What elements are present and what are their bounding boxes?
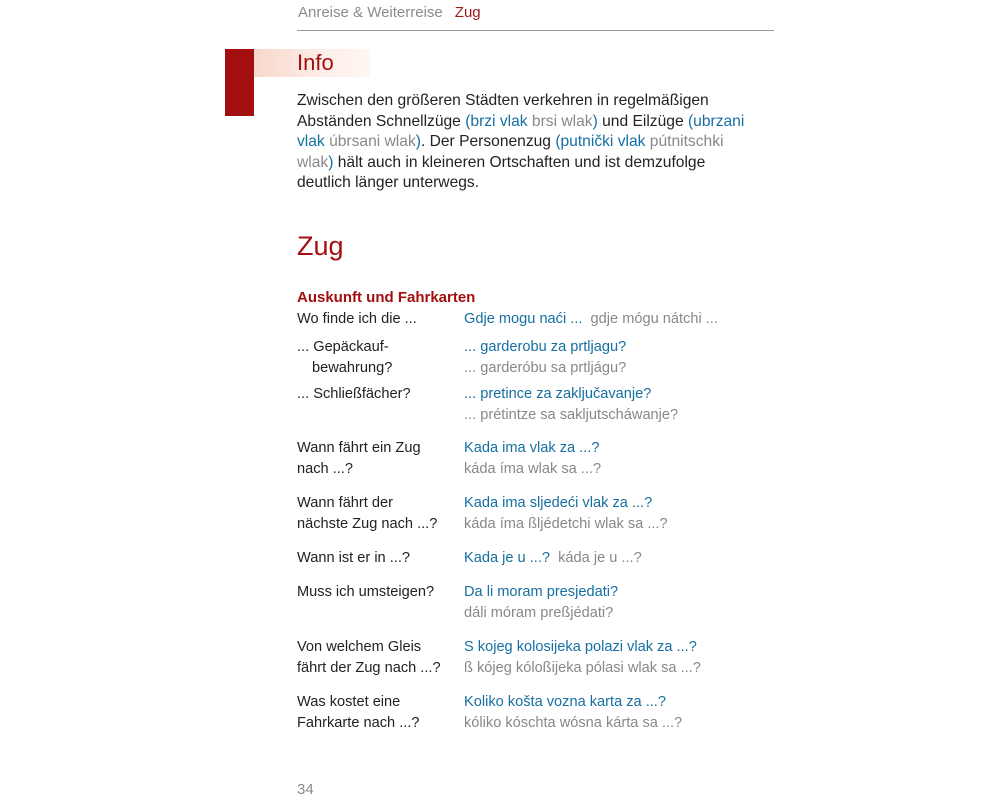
section-title: Zug: [297, 231, 344, 261]
info-pronunciation-1: brsi wlak: [527, 112, 593, 130]
german-line: Fahrkarte nach ...?: [297, 715, 420, 731]
phrase-german: [297, 548, 459, 569]
info-croatian-term-3-end: ): [328, 153, 334, 171]
pronunciation: gdje mógu nátchi ...: [590, 311, 718, 327]
german-line: Von welchem Gleis: [297, 639, 422, 655]
info-text-3: . Der Personenzug: [420, 133, 556, 150]
pronunciation: ß kójeg kóloßijeka pólasi wlak sa ...?: [464, 660, 701, 676]
info-text-2: und Eilzüge: [597, 112, 688, 130]
croatian-text: Kada je u ...?: [464, 550, 551, 566]
pronunciation: káda íma ßljédetchi wlak sa ...?: [464, 516, 668, 532]
phrase-croatian: [464, 548, 764, 569]
croatian-text: Koliko košta vozna karta za ...?: [464, 694, 666, 710]
info-title: Info: [297, 50, 334, 75]
german-line: ... Schließfächer?: [297, 386, 411, 402]
header-section: Anreise & Weiterreise: [298, 4, 443, 21]
german-line: fährt der Zug nach ...?: [297, 660, 441, 676]
info-pronunciation-3: pútnitschki wlak: [297, 133, 724, 171]
croatian-text: Kada ima vlak za ...?: [464, 440, 600, 456]
pronunciation: ... garderóbu sa prtljágu?: [464, 360, 627, 376]
phrase-croatian: [464, 337, 764, 379]
running-header: [298, 4, 481, 21]
phrase-croatian: [464, 582, 764, 624]
info-croatian-term-1-end: ): [592, 112, 598, 130]
phrase-german: [297, 337, 459, 379]
info-croatian-term-3: (putnički vlak: [555, 133, 646, 150]
phrase-german: [297, 637, 459, 679]
phrase-german: [297, 384, 459, 405]
phrase-croatian: [464, 637, 764, 679]
phrase-german: [297, 582, 459, 603]
phrase-german: [297, 493, 459, 535]
croatian-text: Kada ima sljedeći vlak za ...?: [464, 495, 653, 511]
phrase-croatian: [464, 692, 764, 734]
info-paragraph: [297, 91, 757, 194]
german-line: Wann fährt ein Zug: [297, 440, 421, 456]
pronunciation: káda íma wlak sa ...?: [464, 461, 602, 477]
german-line: Wo finde ich die ...: [297, 311, 417, 327]
page-number: 34: [297, 781, 314, 798]
croatian-text: Gdje mogu naći ...: [464, 311, 583, 327]
german-line: Was kostet eine: [297, 694, 401, 710]
german-line: Wann fährt der: [297, 495, 393, 511]
pronunciation: káda je u ...?: [558, 550, 642, 566]
phrase-croatian: [464, 309, 764, 330]
header-chapter: Zug: [454, 4, 481, 21]
info-marker-bar: [225, 49, 254, 116]
phrase-croatian: [464, 438, 764, 480]
phrase-german: [297, 692, 459, 734]
info-text-4: hält auch in kleineren Ortschaften und ist demzufolge deutlich länger unterwegs.: [297, 153, 706, 191]
phrase-german: [297, 438, 459, 480]
croatian-text: ... pretince za zaključavanje?: [464, 386, 652, 402]
german-line: nach ...?: [297, 461, 353, 477]
header-divider: [297, 30, 774, 31]
phrase-croatian: [464, 493, 764, 535]
croatian-text: ... garderobu za prtljagu?: [464, 339, 627, 355]
german-line: bewahrung?: [312, 360, 393, 376]
croatian-text: Da li moram presjedati?: [464, 584, 619, 600]
german-line: Muss ich umsteigen?: [297, 584, 435, 600]
info-text-1: Zwischen den größeren Städten verkehren in regelmäßigen Abständen Schnellzüge: [297, 92, 709, 130]
phrase-croatian: [464, 384, 764, 426]
pronunciation: dáli móram preßjédati?: [464, 605, 614, 621]
pronunciation: ... prétintze sa sakljutscháwanje?: [464, 407, 679, 423]
phrase-german: [297, 309, 459, 330]
german-line: Wann ist er in ...?: [297, 550, 411, 566]
german-line: ... Gepäckauf-: [297, 339, 389, 355]
info-croatian-term-2-end: ): [415, 133, 421, 150]
subsection-title: Auskunft und Fahrkarten: [297, 289, 476, 306]
info-croatian-term-2: (ubrzani vlak: [297, 112, 745, 150]
german-line: nächste Zug nach ...?: [297, 516, 438, 532]
info-pronunciation-2: úbrsani wlak: [324, 133, 416, 150]
info-croatian-term-1: (brzi vlak: [465, 112, 528, 130]
pronunciation: kóliko kóschta wósna kárta sa ...?: [464, 715, 683, 731]
croatian-text: S kojeg kolosijeka polazi vlak za ...?: [464, 639, 697, 655]
